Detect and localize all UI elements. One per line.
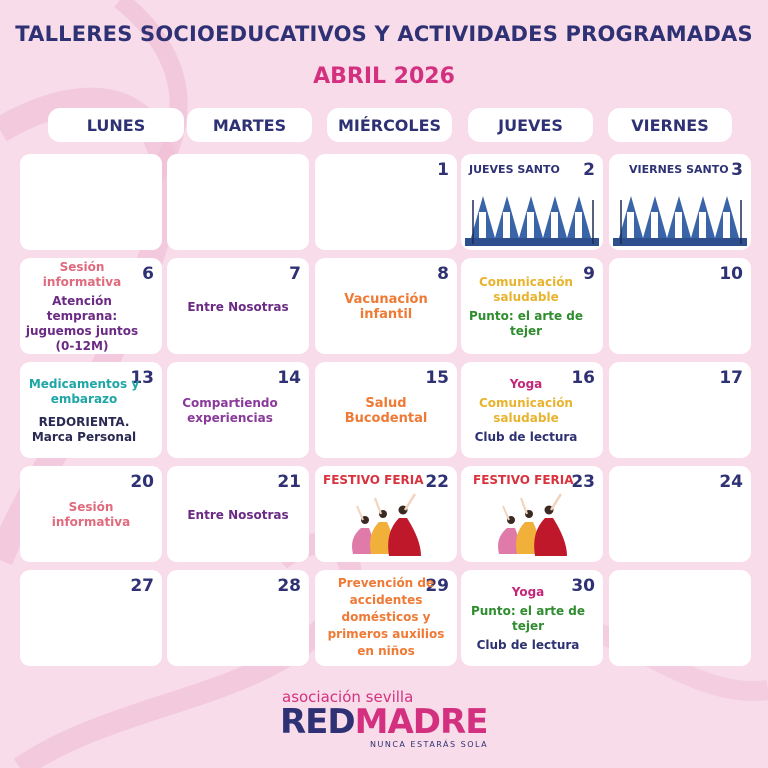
day-cell-22 — [315, 466, 457, 562]
day-number: 15 — [425, 368, 449, 388]
day-cell-17 — [609, 362, 751, 458]
day-number: 21 — [277, 472, 301, 492]
page-title: TALLERES SOCIOEDUCATIVOS Y ACTIVIDADES PROGRAMADAS — [15, 22, 753, 46]
redmadre-logo — [280, 702, 487, 742]
tagline: NUNCA ESTARÁS SOLA — [370, 740, 489, 749]
day-number: 29 — [425, 576, 449, 596]
day-number: 30 — [571, 576, 595, 596]
day-cell-21 — [167, 466, 309, 562]
day-number: 14 — [277, 368, 301, 388]
event-item: Compartiendo experiencias — [182, 396, 278, 425]
event-item: Club de lectura — [476, 638, 580, 652]
month-title: ABRIL 2026 — [313, 64, 455, 89]
event-item: REDORIENTA. Marca Personal — [31, 415, 137, 444]
weekday-wednesday: MIÉRCOLES — [327, 108, 452, 142]
day-number: 17 — [719, 368, 743, 388]
event-item: Atención temprana: juguemos juntos (0-12M) — [25, 294, 139, 353]
day-number: 9 — [583, 264, 595, 284]
day-cell-27 — [20, 570, 162, 666]
day-number: 28 — [277, 576, 301, 596]
holy-week-procession-icon — [613, 188, 747, 246]
weekday-friday: VIERNES — [608, 108, 732, 142]
day-cell-10 — [609, 258, 751, 354]
day-cell-7 — [167, 258, 309, 354]
event-item: Vacunación infantil — [344, 292, 428, 322]
day-cell-29 — [315, 570, 457, 666]
day-cell-2 — [461, 154, 603, 250]
day-number: 3 — [731, 160, 743, 180]
weekday-tuesday: MARTES — [187, 108, 312, 142]
event-item: Sesión informativa — [51, 500, 131, 529]
holy-week-procession-icon — [465, 188, 599, 246]
day-number: 2 — [583, 160, 595, 180]
day-cell-empty — [20, 154, 162, 250]
event-item: Punto: el arte de tejer — [470, 604, 586, 633]
day-number: 8 — [437, 264, 449, 284]
day-number: 1 — [437, 160, 449, 180]
day-cell-13 — [20, 362, 162, 458]
day-number: 6 — [142, 264, 154, 284]
event-item: Prevención de accidentes domésticos y primeros auxilios en niños — [327, 575, 445, 658]
day-number: 13 — [130, 368, 154, 388]
event-item: Punto: el arte de tejer — [468, 309, 584, 338]
day-number: 16 — [571, 368, 595, 388]
day-cell-20 — [20, 466, 162, 562]
day-cell-9 — [461, 258, 603, 354]
weekday-monday: LUNES — [48, 108, 184, 142]
event-item: Comunicación saludable — [479, 275, 573, 304]
event-item: Entre Nosotras — [187, 507, 289, 522]
weekday-thursday: JUEVES — [468, 108, 593, 142]
event-item: Sesión informativa — [42, 260, 122, 289]
event-item: Yoga — [509, 377, 543, 391]
day-cell-6 — [20, 258, 162, 354]
day-cell-1 — [315, 154, 457, 250]
event-item: Entre Nosotras — [187, 299, 289, 314]
event-item: Medicamentos y embarazo — [28, 377, 140, 406]
day-number: 23 — [571, 472, 595, 492]
flamenco-dancers-icon — [345, 492, 427, 558]
day-cell-28 — [167, 570, 309, 666]
day-cell-15 — [315, 362, 457, 458]
logo-red: RED — [280, 702, 355, 742]
day-number: 20 — [130, 472, 154, 492]
day-number: 24 — [719, 472, 743, 492]
holiday-label: VIERNES SANTO — [629, 163, 729, 176]
logo-madre: MADRE — [354, 702, 488, 742]
association-label: asociación sevilla — [282, 688, 414, 706]
day-number: 10 — [719, 264, 743, 284]
day-number: 27 — [130, 576, 154, 596]
day-cell-empty — [609, 570, 751, 666]
day-cell-16 — [461, 362, 603, 458]
day-cell-14 — [167, 362, 309, 458]
event-item: Yoga — [511, 585, 545, 599]
event-item: Comunicación saludable — [479, 396, 573, 425]
event-item: Salud Bucodental — [344, 396, 428, 426]
holiday-label: JUEVES SANTO — [469, 163, 560, 176]
day-cell-8 — [315, 258, 457, 354]
day-cell-23 — [461, 466, 603, 562]
day-cell-24 — [609, 466, 751, 562]
event-item: Club de lectura — [474, 430, 578, 444]
day-number: 7 — [289, 264, 301, 284]
day-cell-3 — [609, 154, 751, 250]
holiday-label: FESTIVO FERIA — [473, 473, 574, 487]
day-cell-empty — [167, 154, 309, 250]
day-number: 22 — [425, 472, 449, 492]
day-cell-30 — [461, 570, 603, 666]
holiday-label: FESTIVO FERIA — [323, 473, 424, 487]
flamenco-dancers-icon — [491, 492, 573, 558]
